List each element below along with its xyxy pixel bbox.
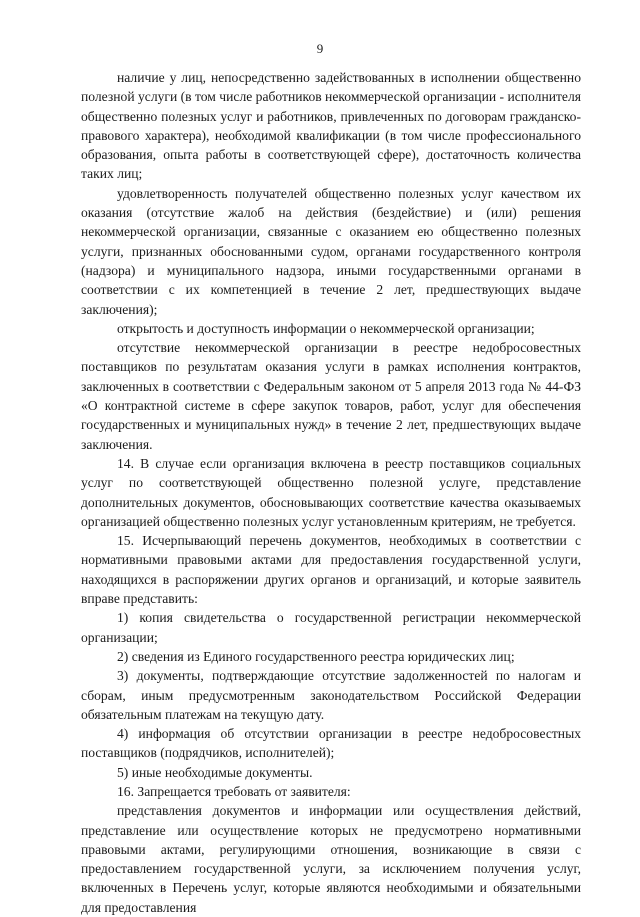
paragraph-qualification: наличие у лиц, непосредственно задействованных в исполнении общественно полезной услуги (в том числе работников некоммерческой организации - исполнителя общественно полезных услуг и работников, привлеченных по договорам гражданско-правового характера), необходимой квалификации (в том числе профессионального образования, опыта работы в соответствующей сфере), достаточность количества таких лиц;	[81, 70, 581, 182]
paragraph-openness: открытость и доступность информации о некоммерческой организации;	[117, 320, 535, 336]
paragraph-prohibition: представления документов и информации или осуществления действий, представление или осуществление которых не предусмотрено нормативными правовыми актами, регулирующими отношения, возникающие в связи с предоставлением государственной услуги, за исключением получения услуг, включенных в Перечень услуг, которые являются необходимыми и обязательными для предоставления	[81, 803, 581, 915]
list-item-1: 1) копия свидетельства о государственной регистрации некоммерческой организации;	[81, 610, 581, 645]
paragraph-satisfaction: удовлетворенность получателей общественно полезных услуг качеством их оказания (отсутствие жалоб на действия (бездействие) и (или) решения некоммерческой организации, связанные с оказанием ею общественно полезных услуги, признанных обоснованными судом, органами государственного контроля (надзора) и муниципального надзора, иными государственными органами в соответствии с их компетенцией в течение 2 лет, предшествующих выдаче заключения);	[81, 185, 581, 317]
list-item-4: 4) информация об отсутствии организации в реестре недобросовестных поставщиков (подрядчиков, исполнителей);	[81, 726, 581, 761]
list-item-2: 2) сведения из Единого государственного реестра юридических лиц;	[117, 648, 515, 664]
list-item-3: 3) документы, подтверждающие отсутствие задолженностей по налогам и сборам, иным предусмотренным законодательством Российской Федерации обязательным платежам на текущую дату.	[81, 668, 581, 722]
page-number: 9	[316, 41, 324, 56]
paragraph-item-14: 14. В случае если организация включена в реестр поставщиков социальных услуг по соответствующей общественно полезной услуге, представление дополнительных документов, обосновывающих соответствие качества оказываемых организацией общественно полезных услуг установленным критериям, не требуется.	[81, 455, 581, 529]
paragraph-unfair-suppliers: отсутствие некоммерческой организации в реестре недобросовестных поставщиков по результатам оказания услуги в рамках исполнения контрактов, заключенных в соответствии с Федеральным законом от 5 апреля 2013 года № 44-ФЗ «О контрактной системе в сфере закупок товаров, работ, услуг для обеспечения государственных и муниципальных нужд» в течение 2 лет, предшествующих выдаче заключения.	[81, 340, 581, 452]
document-body	[81, 68, 581, 917]
paragraph-item-16: 16. Запрещается требовать от заявителя:	[117, 783, 351, 799]
list-item-5: 5) иные необходимые документы.	[117, 764, 313, 780]
paragraph-item-15: 15. Исчерпывающий перечень документов, необходимых в соответствии с нормативными правовыми актами для предоставления государственной услуги, находящихся в распоряжении других органов и организаций, и которые заявитель вправе представить:	[81, 533, 581, 607]
